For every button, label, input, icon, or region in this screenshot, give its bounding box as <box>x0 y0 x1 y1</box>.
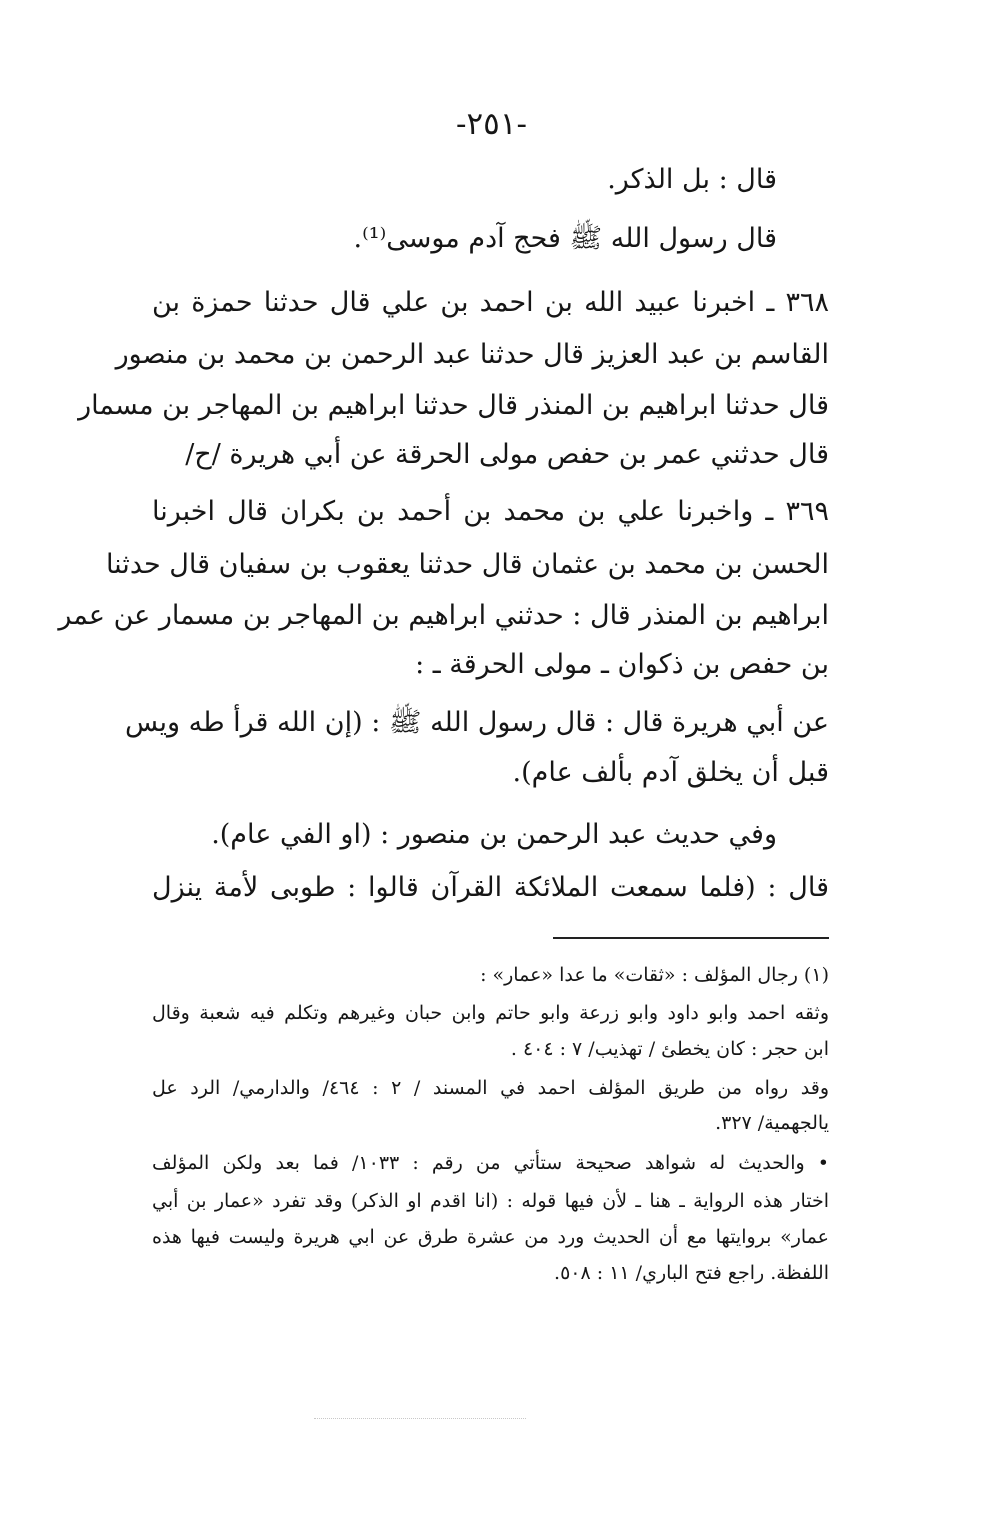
footnote-separator <box>553 937 829 939</box>
text-line: قال : بل الذكر. <box>607 164 777 195</box>
footnote-line: (١) رجال المؤلف : «ثقات» ما عدا «عمار» : <box>480 964 829 986</box>
page-number: -٢٥١- <box>456 106 527 142</box>
text-line: ٣٦٨ ـ اخبرنا عبيد الله بن احمد بن علي قال حدثنا حمزة بن <box>152 287 829 318</box>
text-line: ابراهيم بن المنذر قال : حدثني ابراهيم بن المهاجر بن مسمار عن عمر <box>58 600 829 631</box>
text-line: قبل أن يخلق آدم بألف عام). <box>512 757 829 788</box>
text-line: عن أبي هريرة قال : قال رسول الله ﷺ : (إن الله قرأ طه ويس <box>125 707 829 738</box>
footnote-line: اللفظة. راجع فتح الباري/ ١١ : ٥٠٨. <box>554 1262 829 1284</box>
text-line: قال رسول الله ﷺ فحج آدم موسى⁽¹⁾. <box>353 223 777 254</box>
footnote-line: عمار» بروايتها مع أن الحديث ورد من عشرة طرق عن ابي هريرة وليست فيها هذه <box>152 1226 829 1248</box>
text-line: ٣٦٩ ـ واخبرنا علي بن محمد بن أحمد بن بكران قال اخبرنا <box>152 496 829 527</box>
text-line: قال حدثنا ابراهيم بن المنذر قال حدثنا ابراهيم بن المهاجر بن مسمار <box>78 390 829 421</box>
text-line: قال حدثني عمر بن حفص مولى الحرقة عن أبي هريرة /ح/ <box>185 439 829 470</box>
footnote-line: وثقه احمد وابو داود وابو زرعة وابو حاتم وابن حبان وغيرهم وتكلم فيه شعبة وقال <box>152 1002 829 1024</box>
text-line: قال : (فلما سمعت الملائكة القرآن قالوا : طوبى لأمة ينزل <box>152 872 829 903</box>
footnote-line: ابن حجر : كان يخطئ / تهذيب/ ٧ : ٤٠٤ . <box>510 1038 829 1060</box>
footnote-line: يالجهمية/ ٣٢٧. <box>715 1112 829 1134</box>
text-line: القاسم بن عبد العزيز قال حدثنا عبد الرحمن بن محمد بن منصور <box>115 339 829 370</box>
footnote-line: وقد رواه من طريق المؤلف احمد في المسند / ٢ : ٤٦٤/ والدارمي/ الرد عل <box>152 1077 829 1099</box>
scan-artifact <box>314 1418 526 1419</box>
text-line: وفي حديث عبد الرحمن بن منصور : (او الفي عام). <box>211 819 777 850</box>
text-line: بن حفص بن ذكوان ـ مولى الحرقة ـ : <box>415 649 829 680</box>
text-line: الحسن بن محمد بن عثمان قال حدثنا يعقوب بن سفيان قال حدثنا <box>105 549 829 580</box>
footnote-line: • والحديث له شواهد صحيحة ستأتي من رقم : ١٠٣٣/ فما بعد ولكن المؤلف <box>152 1152 829 1174</box>
footnote-line: اختار هذه الرواية ـ هنا ـ لأن فيها قوله : (انا اقدم او الذكر) وقد تفرد «عمار بن أبي <box>152 1190 829 1212</box>
